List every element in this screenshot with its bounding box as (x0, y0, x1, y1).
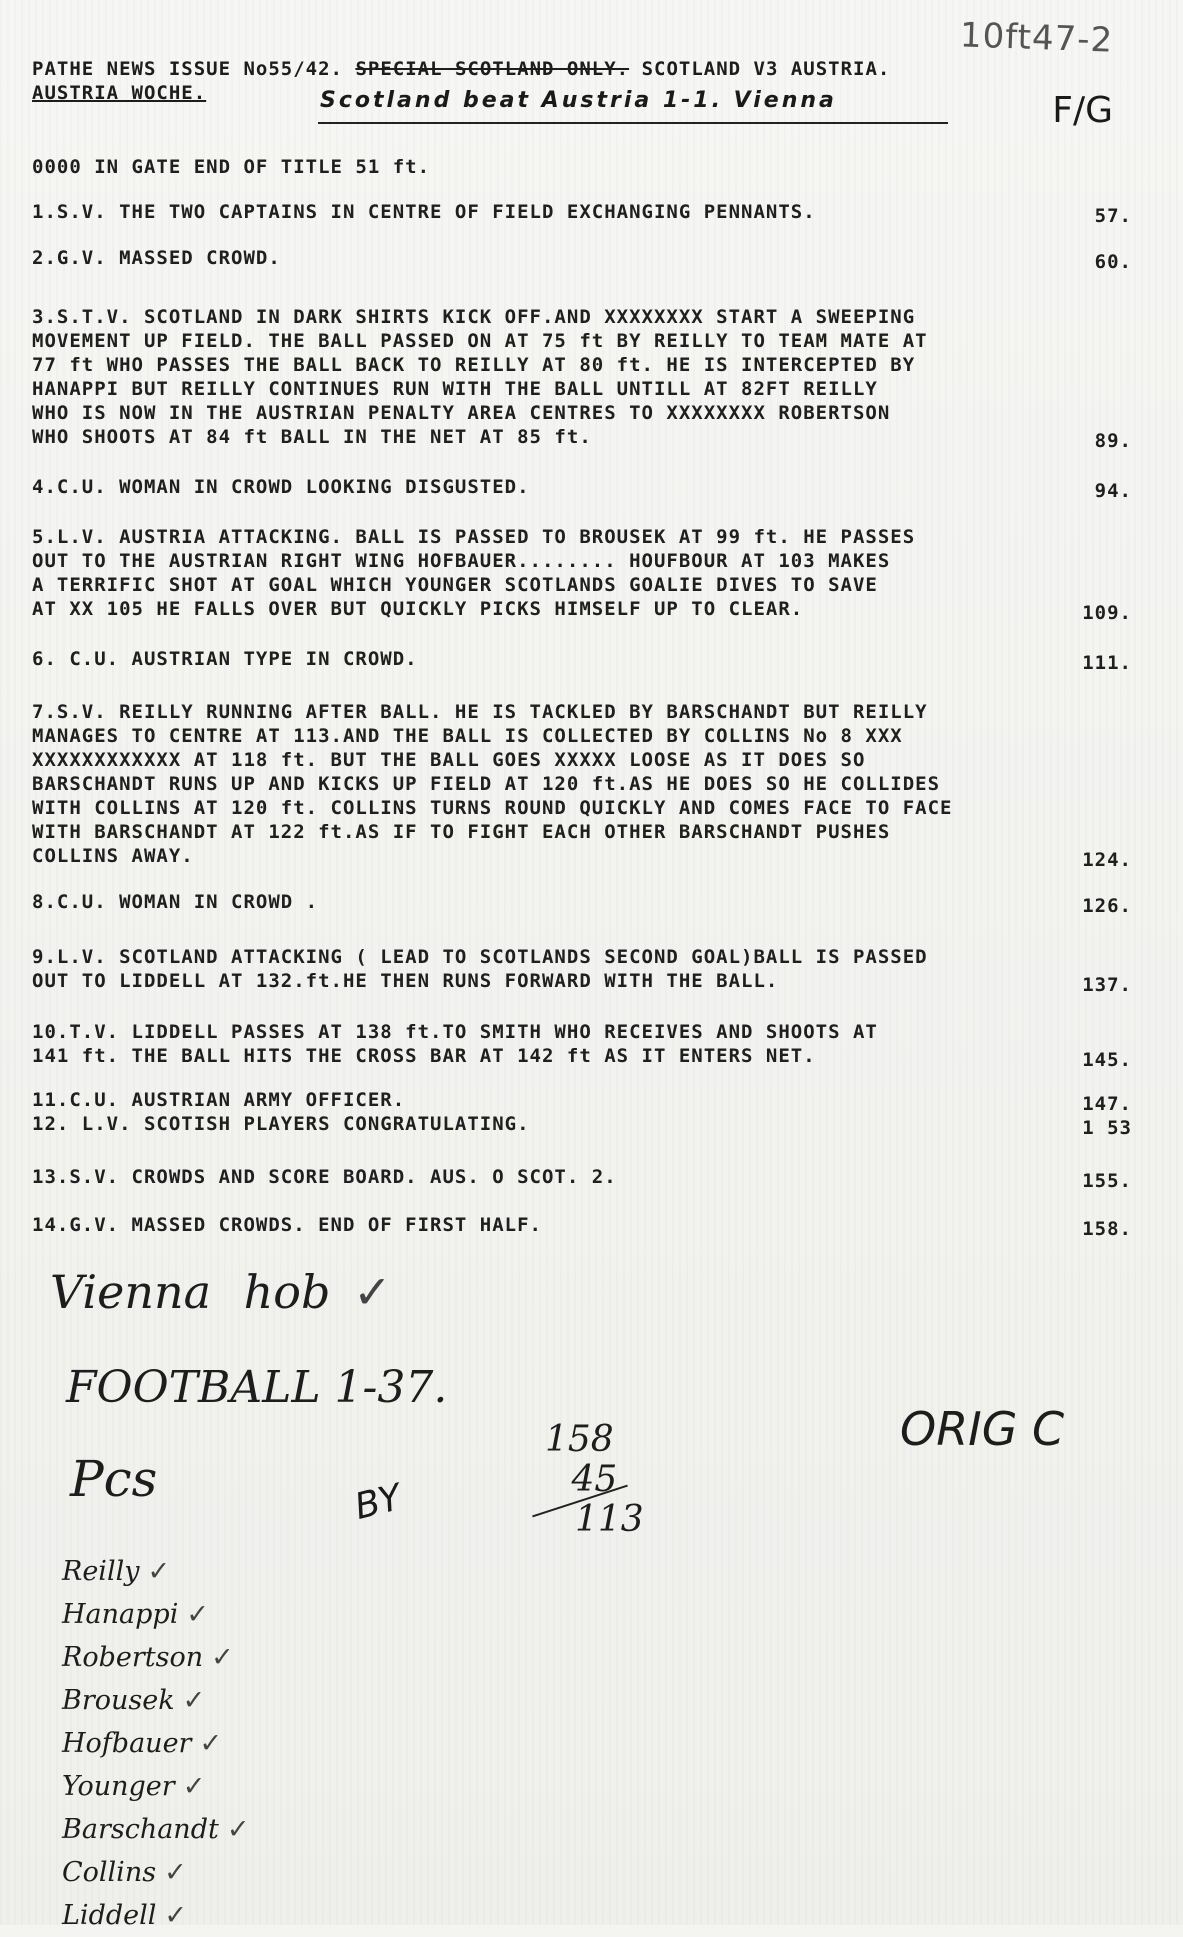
footage-value: 126. (1082, 895, 1132, 917)
footage-value: 155. (1082, 1170, 1132, 1192)
player-name: Reilly ✓ (62, 1556, 171, 1587)
handwritten-location: Vienna hob ✓ (50, 1265, 392, 1319)
shot-description: 3.S.T.V. SCOTLAND IN DARK SHIRTS KICK OFF.AND XXXXXXXX START A SWEEPING MOVEMENT UP FIELD. THE BALL PASSED ON AT 75 ft BY REILLY TO TEAM MATE AT 77 ft WHO PASSES THE BALL BACK TO REILLY AT 80 ft. HE IS INTERCEPTED BY HANAPPI BUT REILLY CONTINUES RUN WITH THE BALL UNTILL AT 82FT REILLY WHO IS NOW IN THE AUSTRIAN PENALTY AREA CENTRES TO XXXXXXXX ROBERTSON WHO SHOOTS AT 84 ft BALL IN THE NET AT 85 ft. (32, 306, 928, 448)
header-line-1 (32, 58, 890, 80)
shot-description: 1.S.V. THE TWO CAPTAINS IN CENTRE OF FIELD EXCHANGING PENNANTS. (32, 201, 816, 223)
shot-entry (32, 647, 1162, 674)
orig-mark: ORIG C (900, 1402, 1065, 1456)
footage-value: 137. (1082, 974, 1132, 996)
player-name: Robertson ✓ (62, 1642, 234, 1673)
footage-value: 57. (1094, 205, 1132, 227)
shot-entry (32, 945, 1162, 996)
shot-entry (32, 1213, 1162, 1240)
player-name: Collins ✓ (62, 1857, 187, 1888)
header-line-2: AUSTRIA WOCHE. (32, 82, 207, 104)
shot-entry (32, 200, 1162, 227)
shot-description: 14.G.V. MASSED CROWDS. END OF FIRST HALF. (32, 1214, 542, 1236)
check-mark-icon: ✓ (211, 1642, 234, 1673)
shot-entry (32, 525, 1162, 624)
footage-value: 94. (1094, 480, 1132, 502)
football-reference: FOOTBALL 1-37. (66, 1362, 448, 1413)
check-mark-icon: ✓ (164, 1857, 187, 1888)
by-mark: BY (350, 1477, 406, 1528)
footage-value: 111. (1082, 652, 1132, 674)
player-name: Hanappi ✓ (62, 1599, 209, 1630)
footage-value: 147. 1 53 (1082, 1093, 1132, 1139)
shot-description: 5.L.V. AUSTRIA ATTACKING. BALL IS PASSED TO BROUSEK AT 99 ft. HE PASSES OUT TO THE AUSTRIAN RIGHT WING HOFBAUER........ HOUFBOUR AT 103 MAKES A TERRIFIC SHOT AT GOAL WHICH YOUNGER SCOTLANDS GOALIE DIVES TO SAVE AT XX 105 HE FALLS OVER BUT QUICKLY PICKS HIMSELF UP TO CLEAR. (32, 526, 916, 620)
shot-entry (32, 890, 1162, 917)
header-underline (318, 122, 948, 124)
check-mark-icon: ✓ (353, 1265, 392, 1319)
shot-description: 7.S.V. REILLY RUNNING AFTER BALL. HE IS TACKLED BY BARSCHANDT BUT REILLY MANAGES TO CENTRE AT 113.AND THE BALL IS COLLECTED BY COLLINS No 8 XXX XXXXXXXXXXXX AT 118 ft. BUT THE BALL GOES XXXXX LOOSE AS IT DOES SO BARSCHANDT RUNS UP AND KICKS UP FIELD AT 120 ft.AS HE DOES SO HE COLLIDES WITH COLLINS AT 120 ft. COLLINS TURNS ROUND QUICKLY AND COMES FACE TO FACE WITH BARSCHANDT AT 122 ft.AS IF TO FIGHT EACH OTHER BARSCHANDT PUSHES COLLINS AWAY. (32, 701, 953, 867)
player-name: Hofbauer ✓ (62, 1728, 223, 1759)
pcs-mark: Pcs (70, 1450, 158, 1508)
title-line: 0000 IN GATE END OF TITLE 51 ft. (32, 156, 431, 178)
footage-value: 158. (1082, 1218, 1132, 1240)
check-mark-icon: ✓ (164, 1900, 188, 1931)
player-name: Liddell ✓ (62, 1900, 188, 1931)
player-names-list (62, 1550, 249, 1937)
footage-value: 124. (1082, 849, 1132, 871)
shot-entry (32, 1165, 1162, 1192)
initials: hob (243, 1265, 331, 1319)
player-name: Barschandt ✓ (62, 1814, 250, 1845)
shot-description: 10.T.V. LIDDELL PASSES AT 138 ft.TO SMITH WHO RECEIVES AND SHOOTS AT 141 ft. THE BALL HITS THE CROSS BAR AT 142 ft AS IT ENTERS NET. (32, 1021, 878, 1067)
shot-entry (32, 475, 1162, 502)
struck-text: SPECIAL SCOTLAND ONLY. (355, 58, 630, 80)
shot-description: 2.G.V. MASSED CROWD. (32, 247, 281, 269)
check-mark-icon: ✓ (182, 1685, 206, 1716)
shot-entry (32, 305, 1162, 452)
check-mark-icon: ✓ (199, 1728, 223, 1759)
footage-calculation: 158 45 113 (545, 1419, 644, 1540)
check-mark-icon: ✓ (226, 1814, 250, 1845)
check-mark-icon: ✓ (147, 1556, 171, 1587)
shot-description: 11.C.U. AUSTRIAN ARMY OFFICER. 12. L.V. SCOTISH PLAYERS CONGRATULATING. (32, 1089, 530, 1135)
reference-number: 10ft47-2 (959, 15, 1114, 61)
shot-description: 9.L.V. SCOTLAND ATTACKING ( LEAD TO SCOTLANDS SECOND GOAL)BALL IS PASSED OUT TO LIDDELL AT 132.ft.HE THEN RUNS FORWARD WITH THE BALL. (32, 946, 928, 992)
shot-description: 13.S.V. CROWDS AND SCORE BOARD. AUS. O SCOT. 2. (32, 1166, 617, 1188)
issue-number: PATHE NEWS ISSUE No55/42. (32, 58, 343, 80)
footage-value: 109. (1082, 602, 1132, 624)
check-mark-icon: ✓ (186, 1599, 209, 1630)
shot-description: 4.C.U. WOMAN IN CROWD LOOKING DISGUSTED. (32, 476, 530, 498)
shot-entry (32, 700, 1162, 871)
player-name: Brousek ✓ (62, 1685, 206, 1716)
match-title: SCOTLAND V3 AUSTRIA. (641, 58, 891, 80)
shot-entry (32, 246, 1162, 273)
check-mark-icon: ✓ (182, 1771, 206, 1802)
footage-value: 60. (1094, 251, 1132, 273)
shot-description: 6. C.U. AUSTRIAN TYPE IN CROWD. (32, 648, 418, 670)
handwritten-title: Scotland beat Austria 1-1. Vienna (320, 88, 837, 113)
shot-entry (32, 1088, 1162, 1139)
shot-description: 8.C.U. WOMAN IN CROWD . (32, 891, 319, 913)
footage-value: 145. (1082, 1049, 1132, 1071)
footage-value: 89. (1094, 430, 1132, 452)
player-name: Younger ✓ (62, 1771, 206, 1802)
fg-mark: F/G (1052, 90, 1113, 131)
shot-entry (32, 1020, 1162, 1071)
